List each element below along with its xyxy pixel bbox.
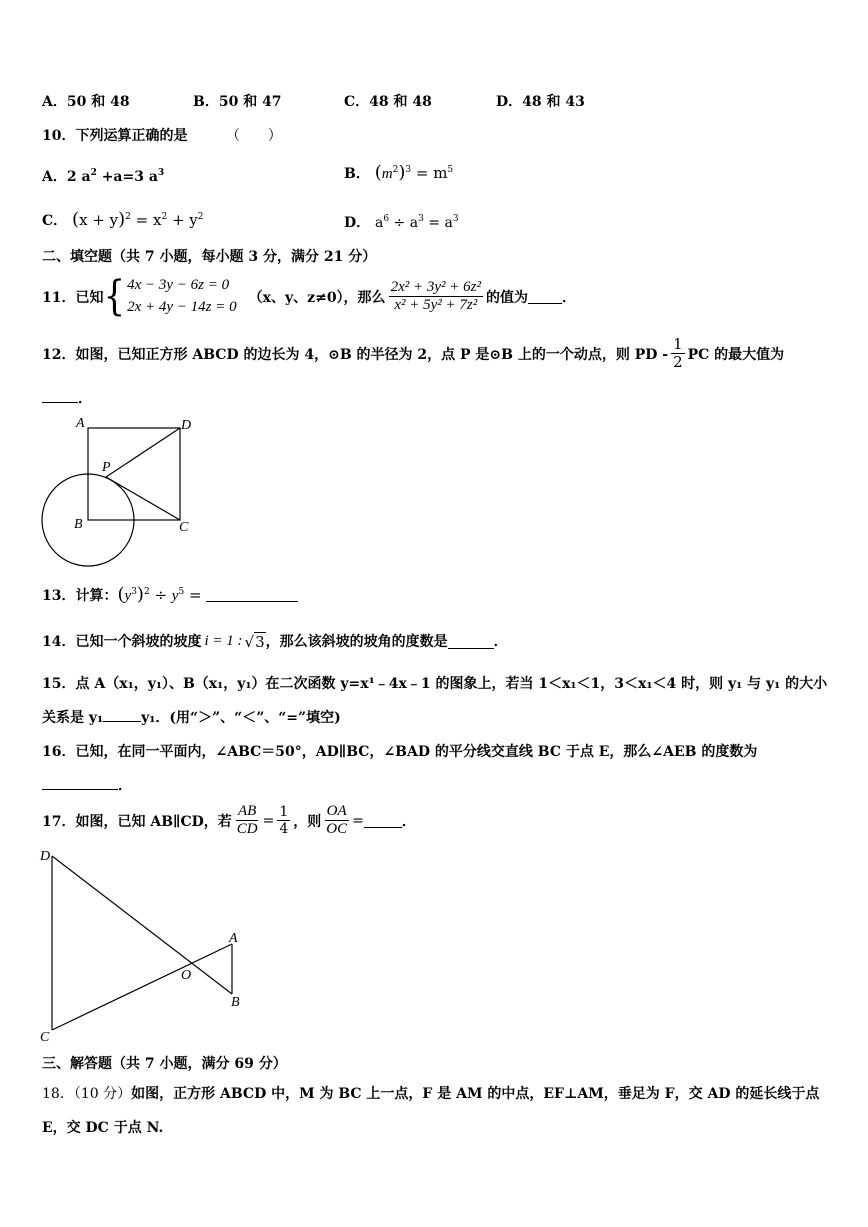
q10-stem — [42, 125, 282, 145]
q15-line2-a: 关系是 y₁ — [42, 710, 104, 726]
q13-answer-blank[interactable] — [206, 587, 298, 602]
q17-f1-num: AB — [236, 803, 258, 821]
label-c: C — [40, 1030, 50, 1044]
label-d: D — [181, 418, 192, 433]
q11-denominator: x² + 5y² + 7z² — [394, 297, 478, 314]
q18-line1-text: 如图，正方形 ABCD 中，M 为 BC 上一点，F 是 AM 的中点，EF⊥AM，垂足为 F，交 AD 的延长线于点 — [131, 1086, 820, 1102]
q15-answer-blank[interactable] — [103, 709, 141, 722]
q10-stem-text: 10．下列运算正确的是 — [42, 128, 188, 144]
q11-eq2: 2x + 4y − 14z = 0 — [127, 298, 237, 315]
q17-f2-num: 1 — [279, 804, 289, 821]
q17-eq2: = — [352, 812, 364, 829]
q17-mid: ，则 — [293, 813, 322, 830]
q17-f2-den: 4 — [279, 821, 289, 838]
q17-f1-den: CD — [236, 821, 258, 838]
q12-frac-den: 2 — [673, 353, 683, 372]
q11-prefix: 11．已知 — [42, 289, 104, 306]
segment-ca — [52, 944, 232, 1030]
q11-answer-blank[interactable] — [528, 289, 562, 304]
q17-answer-blank[interactable] — [364, 813, 402, 828]
q12-figure — [36, 410, 206, 570]
q17-figure — [36, 842, 256, 1044]
q12-answer-blank[interactable] — [42, 388, 78, 403]
q16-answer-blank[interactable] — [42, 775, 118, 790]
q12-fraction — [671, 336, 685, 372]
q14-prefix: 14．已知一个斜坡的坡度 — [42, 634, 202, 650]
q10-option-a: A．2 $a^2 +a=3$ $a^3$ — [42, 168, 165, 185]
segment-db — [52, 856, 232, 994]
q14-answer-blank[interactable] — [448, 634, 494, 649]
q10-d-label: D． — [344, 215, 371, 231]
q18-line1 — [42, 1083, 819, 1103]
q10-option-d: D． $a^6 \div a^3 = a^3$ — [344, 214, 459, 231]
label-o: O — [181, 968, 192, 983]
q11-condition: （x、y、z≠0），那么 — [248, 289, 386, 306]
q11-fraction — [389, 279, 483, 315]
q14-ratio-radicand: 3 — [255, 632, 265, 651]
q17-fraction-ab-cd — [235, 803, 260, 839]
q10-option-c: C． $(x + y)^2 = x^2 + y^2$ — [42, 209, 204, 230]
q17-end: ． — [401, 813, 416, 830]
q11-suffix: 的值为 — [485, 289, 528, 306]
section-3-title: 三、解答题（共 7 小题，满分 69 分） — [42, 1056, 287, 1072]
segment-pd — [106, 428, 180, 477]
segment-pc — [106, 477, 180, 520]
q16-end: ． — [118, 778, 132, 794]
q13-prefix: 13．计算： — [42, 587, 118, 604]
q12-end: ． — [78, 391, 92, 407]
q15-line2 — [42, 707, 341, 727]
q10-c-label: C． — [42, 213, 68, 229]
q17-f3-num: OA — [325, 803, 349, 821]
q10-b-label: B． — [344, 166, 370, 182]
label-c: C — [179, 520, 189, 535]
q11-eq1: 4x − 3y − 6z = 0 — [127, 277, 230, 293]
q14-ratio-left: i = 1 : — [204, 632, 243, 649]
q10-a-label: A． — [42, 169, 67, 185]
q12-suffix: PC 的最大值为 — [687, 346, 785, 363]
q16-answer-line — [42, 775, 132, 795]
q17-eq1: = — [262, 812, 275, 829]
label-a: A — [229, 931, 238, 946]
section-2-title: 二、填空题（共 7 小题，每小题 3 分，满分 21 分） — [42, 249, 377, 265]
q18-line2: E，交 DC 于点 N. — [42, 1120, 164, 1136]
label-b: B — [231, 995, 240, 1010]
q14: 14．已知一个斜坡的坡度 i = 1 : √3 ，那么该斜坡的坡角的度数是 ． — [42, 632, 508, 651]
label-b: B — [74, 517, 83, 532]
q9-option-a: A．50 和 48 — [42, 94, 130, 110]
q14-suffix: ，那么该斜坡的坡角的度数是 — [265, 634, 448, 650]
q10-option-b: B． $(m^2)^3 = m^5$ — [344, 162, 454, 183]
q17-f3-den: OC — [326, 821, 348, 838]
q18-score: 18．（10 分） — [42, 1086, 132, 1102]
q12 — [42, 336, 784, 372]
q17-prefix: 17．如图，已知 AB∥CD，若 — [42, 813, 232, 830]
q9-option-b: B．50 和 47 — [193, 94, 282, 110]
q9-option-d: D．48 和 43 — [496, 94, 585, 110]
q17-fraction-oa-oc — [324, 803, 349, 839]
q12-answer-line — [42, 388, 92, 408]
q11-end: ． — [561, 289, 576, 306]
q12-stem: 12．如图，已知正方形 ABCD 的边长为 4，⊙B 的半径为 2，点 P 是⊙B 上的一个动点，则 PD - — [42, 346, 669, 363]
q11 — [42, 272, 576, 321]
q16-line1: 16．已知，在同一平面内，∠ABC＝50°，AD∥BC，∠BAD 的平分线交直线 BC 于点 E，那么∠AEB 的度数为 — [42, 744, 758, 760]
q12-frac-num: 1 — [673, 335, 683, 353]
q17-fraction-1-4 — [277, 804, 290, 837]
q13: 13．计算： $(y^3)^2 \div y^5$ = — [42, 584, 298, 605]
q11-numerator: 2x² + 3y² + 6z² — [389, 279, 483, 297]
label-p: P — [102, 460, 111, 475]
q14-end: ． — [493, 634, 508, 650]
q15-line2-b: y₁．(用“＞”、“＜”、“=”填空) — [141, 710, 341, 726]
q9-option-c: C．48 和 48 — [344, 94, 432, 110]
q17 — [42, 803, 416, 839]
q15-line1: 15．点 A（x₁，y₁）、B（x₁，y₁）在二次函数 y=x¹﹣4x﹣1 的图象上，若当 1＜x₁＜1，3＜x₁＜4 时，则 y₁ 与 y₁ 的大小 — [42, 676, 828, 692]
q11-equation-system: { 4x − 3y − 6z = 0 2x + 4y − 14z = 0 — [103, 272, 237, 321]
q10-paren: （ ） — [225, 128, 282, 144]
label-d: D — [40, 849, 51, 864]
label-a: A — [76, 416, 85, 431]
